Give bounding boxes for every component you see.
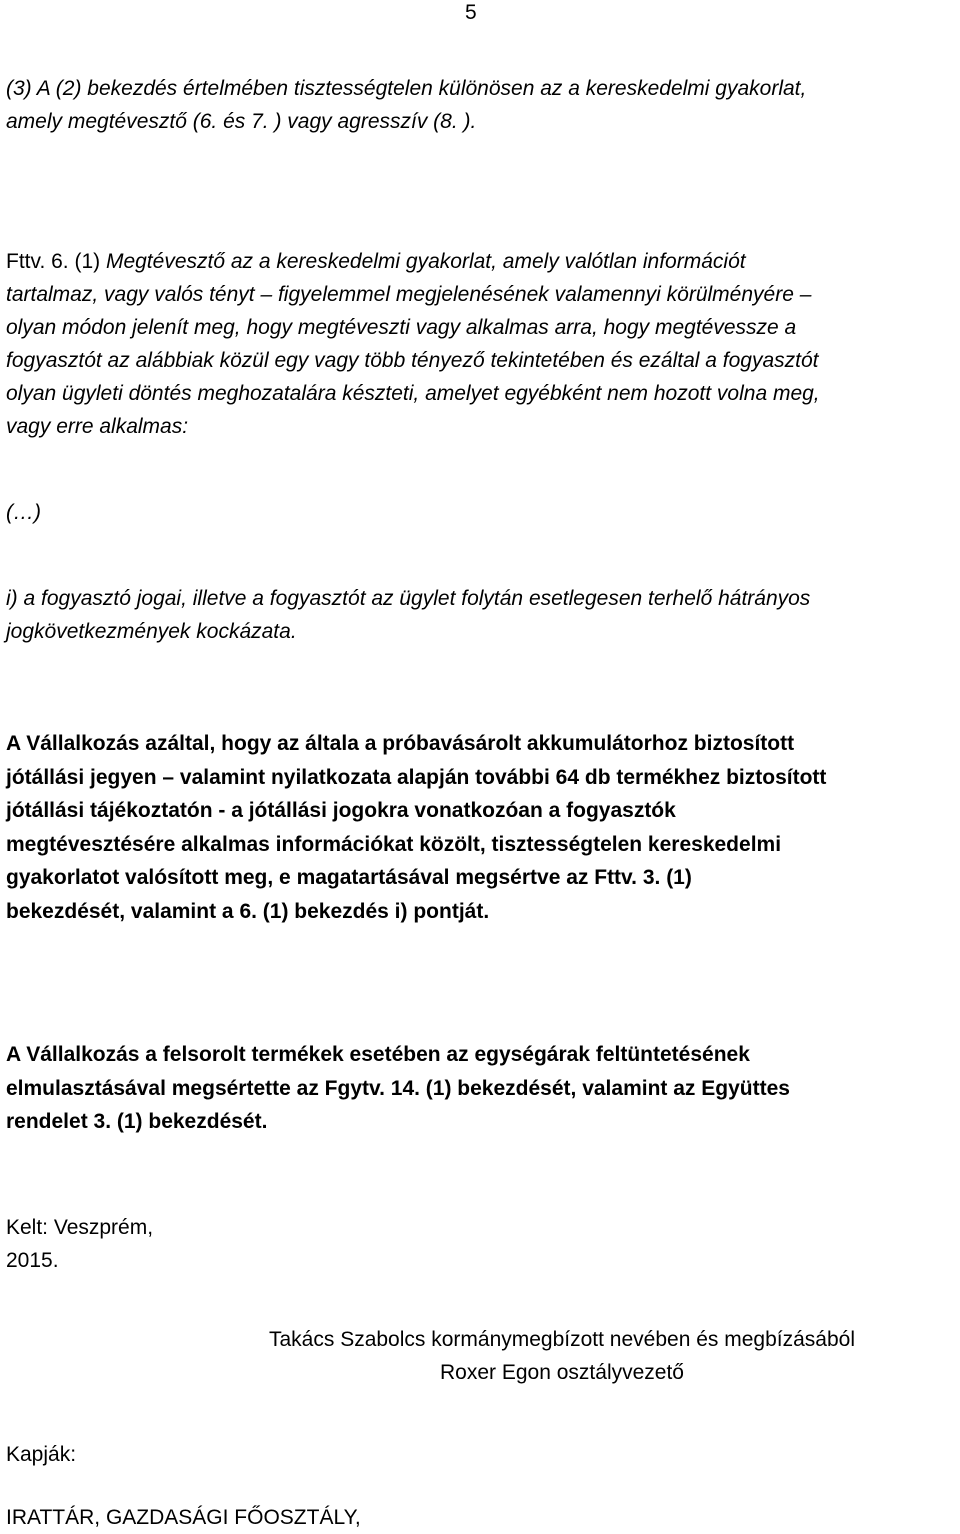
finding-1-line: A Vállalkozás azáltal, hogy az általa a próbavásárolt akkumulátorhoz biztosított: [6, 732, 795, 755]
fttv-section-line: vagy erre alkalmas:: [6, 415, 189, 438]
fttv-section-line: olyan módon jelenít meg, hogy megtéveszti vagy alkalmas arra, hogy megtévessze a: [6, 316, 797, 339]
finding-1-line: jótállási tájékoztatón - a jótállási jogokra vonatkozóan a fogyasztók: [6, 799, 676, 822]
fttv-section-line: olyan ügyleti döntés meghozatalára készteti, amelyet egyébként nem hozott volna meg,: [6, 382, 820, 405]
recipient-item: IRATTÁR, GAZDASÁGI FŐOSZTÁLY,: [6, 1506, 361, 1529]
recipients-list: [6, 1501, 361, 1534]
finding-1-line: bekezdését, valamint a 6. (1) bekezdés i) pontját.: [6, 899, 490, 923]
finding-1-line: jótállási jegyen – valamint nyilatkozata alapján további 64 db termékhez biztosított: [6, 765, 827, 789]
fttv-section-line: fogyasztót az alábbiak közül egy vagy több tényező tekintetében és ezáltal a fogyasztót: [6, 349, 819, 372]
finding-2-line: rendelet 3. (1) bekezdését.: [6, 1110, 268, 1133]
recipients: [6, 1438, 76, 1471]
finding-1-line: gyakorlatot valósított meg, e magatartásával megsértve az Fttv. 3. (1): [6, 866, 692, 889]
finding-2-line: elmulasztásával megsértette az Fgytv. 14. (1) bekezdését, valamint az Együttes: [6, 1076, 790, 1100]
date-place: [6, 1211, 153, 1277]
point-i: [6, 582, 810, 648]
signature-block: [237, 1323, 887, 1389]
paragraph-3-line: (3) A (2) bekezdés értelmében tisztességtelen különösen az a kereskedelmi gyakorlat,: [6, 77, 807, 100]
finding-unfair-practice: [6, 727, 826, 928]
signature-line: Roxer Egon osztályvezető: [440, 1361, 684, 1384]
date-place-line: Kelt: Veszprém,: [6, 1216, 154, 1239]
finding-2-line: A Vállalkozás a felsorolt termékek esetében az egységárak feltüntetésének: [6, 1043, 750, 1066]
finding-unit-price: [6, 1038, 790, 1139]
finding-1-line: megtévesztésére alkalmas információkat közölt, tisztességtelen kereskedelmi: [6, 832, 782, 856]
signature-line: Takács Szabolcs kormánymegbízott nevében és megbízásából: [269, 1328, 855, 1351]
ellipsis-marker: [6, 496, 41, 529]
fttv-section-line: [6, 245, 820, 278]
page-number: 5: [465, 1, 477, 24]
fttv-section-6-1: [6, 245, 820, 443]
fttv-section-text: Megtévesztő az a kereskedelmi gyakorlat, amely valótlan információt: [100, 250, 746, 273]
point-i-line: i) a fogyasztó jogai, illetve a fogyasztót az ügylet folytán esetlegesen terhelő hátrányos: [6, 587, 811, 610]
date-place-line: 2015.: [6, 1249, 59, 1272]
fttv-section-line: tartalmaz, vagy valós tényt – figyelemmel megjelenésének valamennyi körülményére –: [6, 283, 812, 306]
ellipsis-text: (…): [6, 501, 41, 524]
fttv-section-lead: Fttv. 6. (1): [6, 250, 101, 273]
paragraph-3: [6, 72, 806, 138]
point-i-line: jogkövetkezmények kockázata.: [6, 620, 297, 643]
recipients-label: Kapják:: [6, 1443, 77, 1466]
paragraph-3-line: amely megtévesztő (6. és 7. ) vagy agresszív (8. ).: [6, 110, 477, 133]
